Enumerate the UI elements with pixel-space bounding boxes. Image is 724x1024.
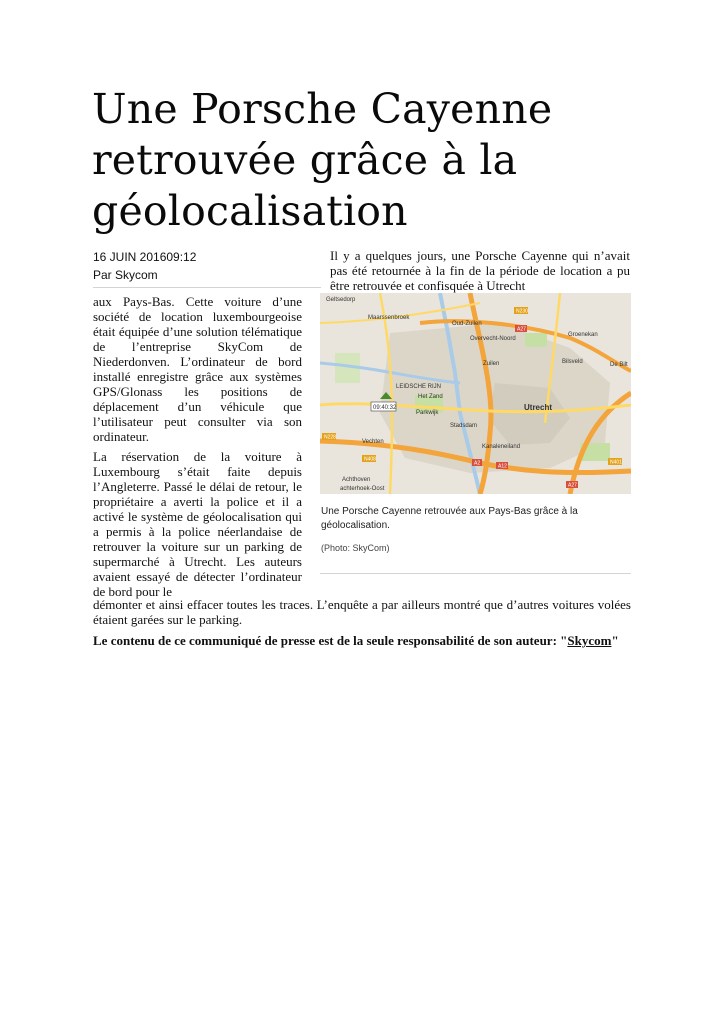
meta-divider xyxy=(93,287,321,288)
map-label-vechten: Vechten xyxy=(362,439,384,445)
figure-caption: Une Porsche Cayenne retrouvée aux Pays-Bas grâce à la géolocalisation. xyxy=(321,506,578,531)
figure-credit: (Photo: SkyCom) xyxy=(321,543,390,553)
article-title xyxy=(92,84,652,237)
map-label-groenekan: Groenekan xyxy=(568,332,598,338)
map-label-parkwijk: Parkwijk xyxy=(416,410,439,416)
map-label-maarssenbroek: Maarssenbroek xyxy=(368,315,410,321)
map-label-oud-zuilen: Oud-Zuilen xyxy=(452,321,482,327)
map-label-achterhoek: achterhoek-Oost xyxy=(340,486,385,492)
article-paragraph-2: La réservation de la voiture à Luxembourg s’était faite depuis l’Angleterre. Passé le délai de retour, le propriétaire a averti la police et il a activé le système de géolocalisation qui a permis à la police néerlandaise de retrouver la voiture sur un parking de supermarché à Utrecht. Les auteurs avaient essayé de détecter l’ordinateur de bord pour le xyxy=(93,449,302,599)
disclaimer-suffix: " xyxy=(611,633,619,648)
map-label-zuilen: Zuilen xyxy=(483,361,500,367)
shield-a2: A2 xyxy=(474,460,481,467)
article-paragraph-2-end: démonter et ainsi effacer toutes les traces. L’enquête a par ailleurs montré que d’autres voitures volées étaient garées sur le parking. xyxy=(93,597,631,627)
utrecht-map xyxy=(320,293,631,494)
map-label-het-zand: Het Zand xyxy=(418,394,443,400)
map-label-stadsdam: Stadsdam xyxy=(450,423,478,429)
caption-divider xyxy=(320,573,631,574)
article-author: Par Skycom xyxy=(93,268,158,282)
shield-a27-south: A27 xyxy=(568,482,577,489)
title-line-3: géolocalisation xyxy=(92,187,408,235)
map-label-de-bilt: De Bilt xyxy=(610,362,628,368)
map-label-overvecht: Overvecht-Noord xyxy=(470,336,516,342)
shield-n230: N230 xyxy=(516,308,528,315)
shield-n401: N401 xyxy=(610,459,622,466)
time-marker-label: 09:40:32 xyxy=(373,405,397,411)
park-area-2 xyxy=(525,333,547,347)
map-label-kanaleneiland: Kanaleneiland xyxy=(482,444,521,450)
skycom-link[interactable]: Skycom xyxy=(567,633,612,648)
press-disclaimer xyxy=(93,633,631,648)
map-graphic xyxy=(320,293,631,494)
shield-n408: N408 xyxy=(364,456,376,463)
disclaimer-prefix: Le contenu de ce communiqué de presse est de la seule responsabilité de son auteur: " xyxy=(93,633,568,648)
map-label-geldersedorp: Geltsedorp xyxy=(326,297,356,303)
article-date: 16 JUIN 201609:12 xyxy=(93,250,197,264)
title-line-2: retrouvée grâce à la xyxy=(92,136,518,184)
shield-n228: N228 xyxy=(324,434,336,441)
map-label-leidsche-rijn: LEIDSCHE RIJN xyxy=(396,384,442,390)
article-intro: Il y a quelques jours, une Porsche Cayenne qui n’avait pas été retournée à la fin de la période de location a pu être retrouvée et confisquée à Utrecht xyxy=(330,248,630,293)
map-label-achthoven: Achthoven xyxy=(342,477,371,483)
shield-a27: A27 xyxy=(517,326,526,333)
map-label-utrecht: Utrecht xyxy=(524,403,553,412)
map-label-bilsveld: Bilsveld xyxy=(562,359,583,365)
title-line-1: Une Porsche Cayenne xyxy=(92,85,553,133)
shield-a12: A12 xyxy=(498,463,507,470)
article-paragraph-1: aux Pays-Bas. Cette voiture d’une société de location luxembourgeoise était équipée d’une solution télématique de l’entreprise SkyCom de Niederdonven. L’ordinateur de bord installé enregistre grâce aux systèmes GPS/Glonass les positions de déplacement d’un véhicule que l’utilisateur peut consulter via son ordinateur. xyxy=(93,294,302,444)
